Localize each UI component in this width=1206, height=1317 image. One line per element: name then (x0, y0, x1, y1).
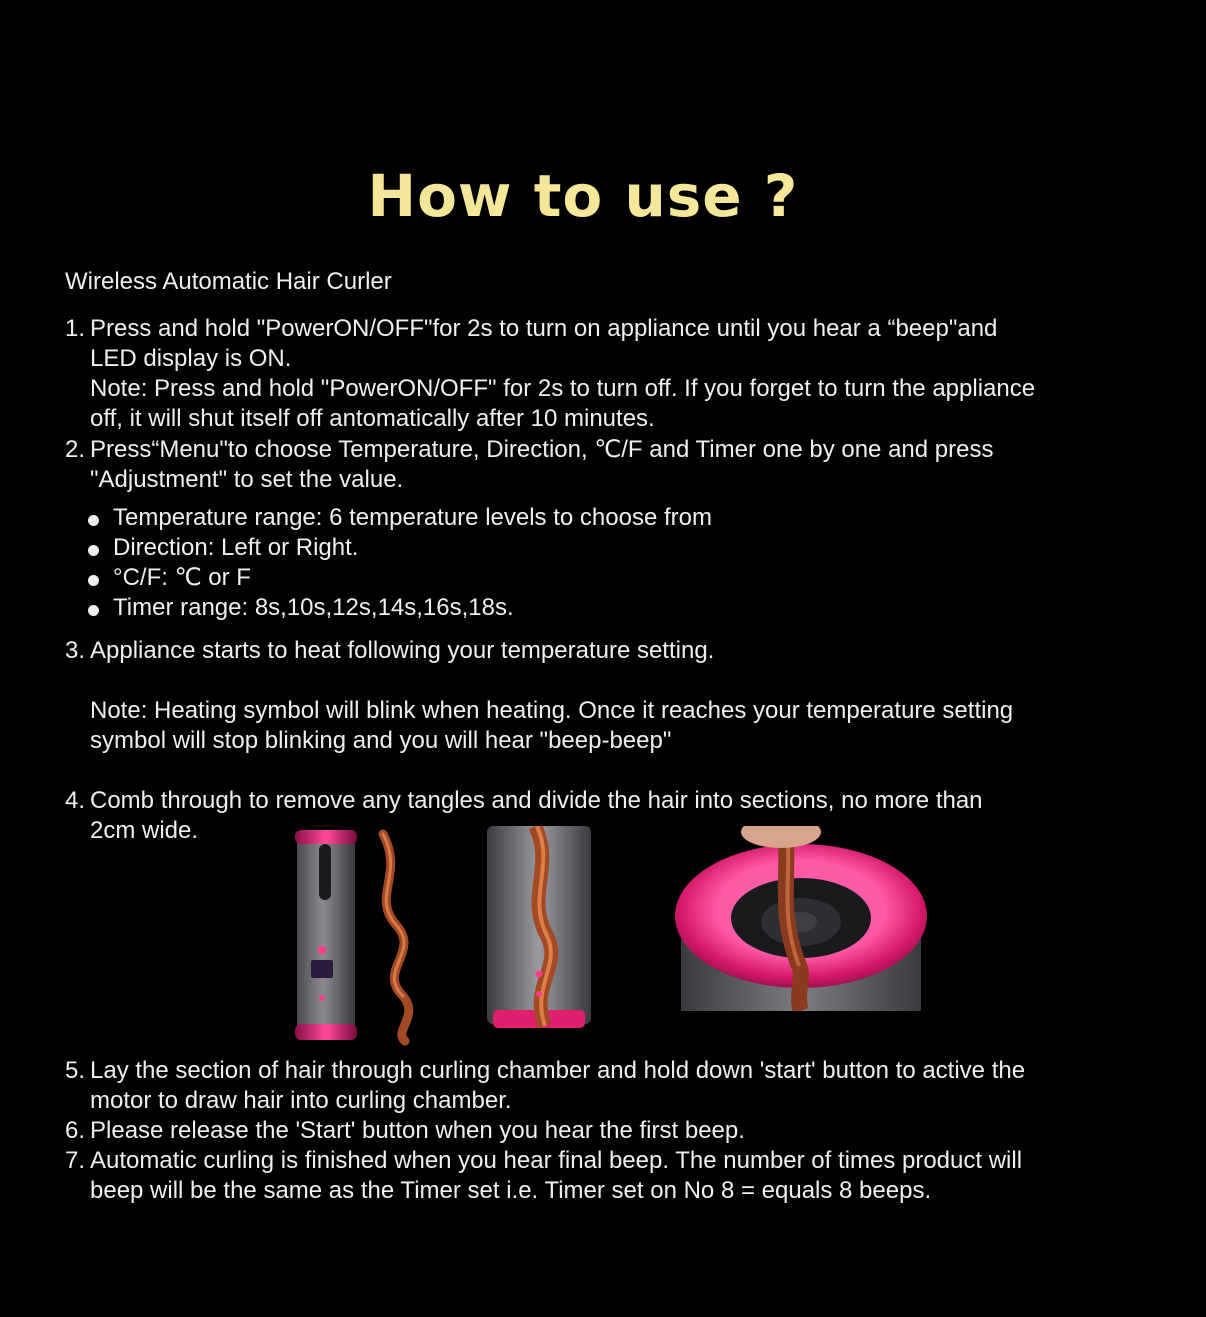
step-line: Press and hold "PowerON/OFF"for 2s to turn on appliance until you hear a “beep"and (90, 315, 998, 342)
step-7 (65, 1146, 1125, 1206)
step-number: 5. (65, 1057, 86, 1084)
bullet-item: °C/F: ℃ or F (88, 563, 712, 593)
step-number: 7. (65, 1147, 86, 1174)
step-number: 3. (65, 637, 86, 664)
step-line: motor to draw hair into curling chamber. (90, 1087, 512, 1114)
step-6 (65, 1116, 1125, 1146)
product-photos (285, 826, 935, 1046)
settings-bullet-list (88, 503, 712, 623)
hair-in-curler-image (485, 826, 595, 1031)
step-line: Comb through to remove any tangles and divide the hair into sections, no more than (90, 787, 983, 814)
bullet-item: Timer range: 8s,10s,12s,14s,16s,18s. (88, 593, 712, 623)
step-line: Appliance starts to heat following your temperature setting. (90, 637, 715, 664)
step-line: 2cm wide. (90, 817, 199, 844)
bullet-item: Direction: Left or Right. (88, 533, 712, 563)
step-line: off, it will shut itself off antomatically after 10 minutes. (90, 405, 655, 432)
step-note-line: symbol will stop blinking and you will hear "beep-beep" (90, 727, 672, 754)
step-line: "Adjustment" to set the value. (90, 466, 404, 493)
bullet-dot-icon (88, 545, 99, 556)
product-subtitle: Wireless Automatic Hair Curler (65, 268, 392, 295)
curler-with-curl-image (285, 826, 435, 1046)
step-number: 1. (65, 315, 86, 342)
bullet-item: Temperature range: 6 temperature levels to choose from (88, 503, 712, 533)
step-line: Automatic curling is finished when you hear final beep. The number of times product will (90, 1147, 1023, 1174)
step-2 (65, 435, 1125, 495)
curling-chamber-top-image (671, 826, 931, 1011)
step-5 (65, 1056, 1125, 1116)
step-3 (65, 636, 1125, 756)
step-line: beep will be the same as the Timer set i.e. Timer set on No 8 = equals 8 beeps. (90, 1177, 932, 1204)
step-number: 4. (65, 787, 86, 814)
page-title: How to use ? (367, 162, 799, 230)
step-1 (65, 314, 1125, 434)
bullet-dot-icon (88, 515, 99, 526)
step-line: Press“Menu"to choose Temperature, Direction, ℃/F and Timer one by one and press (90, 436, 994, 463)
bullet-dot-icon (88, 575, 99, 586)
step-line: LED display is ON. (90, 345, 292, 372)
step-line: Please release the 'Start' button when you hear the first beep. (90, 1117, 745, 1144)
bullet-dot-icon (88, 605, 99, 616)
step-note-line: Note: Heating symbol will blink when heating. Once it reaches your temperature setting (90, 697, 1014, 724)
step-number: 2. (65, 436, 86, 463)
step-number: 6. (65, 1117, 86, 1144)
step-line: Note: Press and hold "PowerON/OFF" for 2s to turn off. If you forget to turn the appliance (90, 375, 1036, 402)
step-line: Lay the section of hair through curling chamber and hold down 'start' button to active the (90, 1057, 1026, 1084)
